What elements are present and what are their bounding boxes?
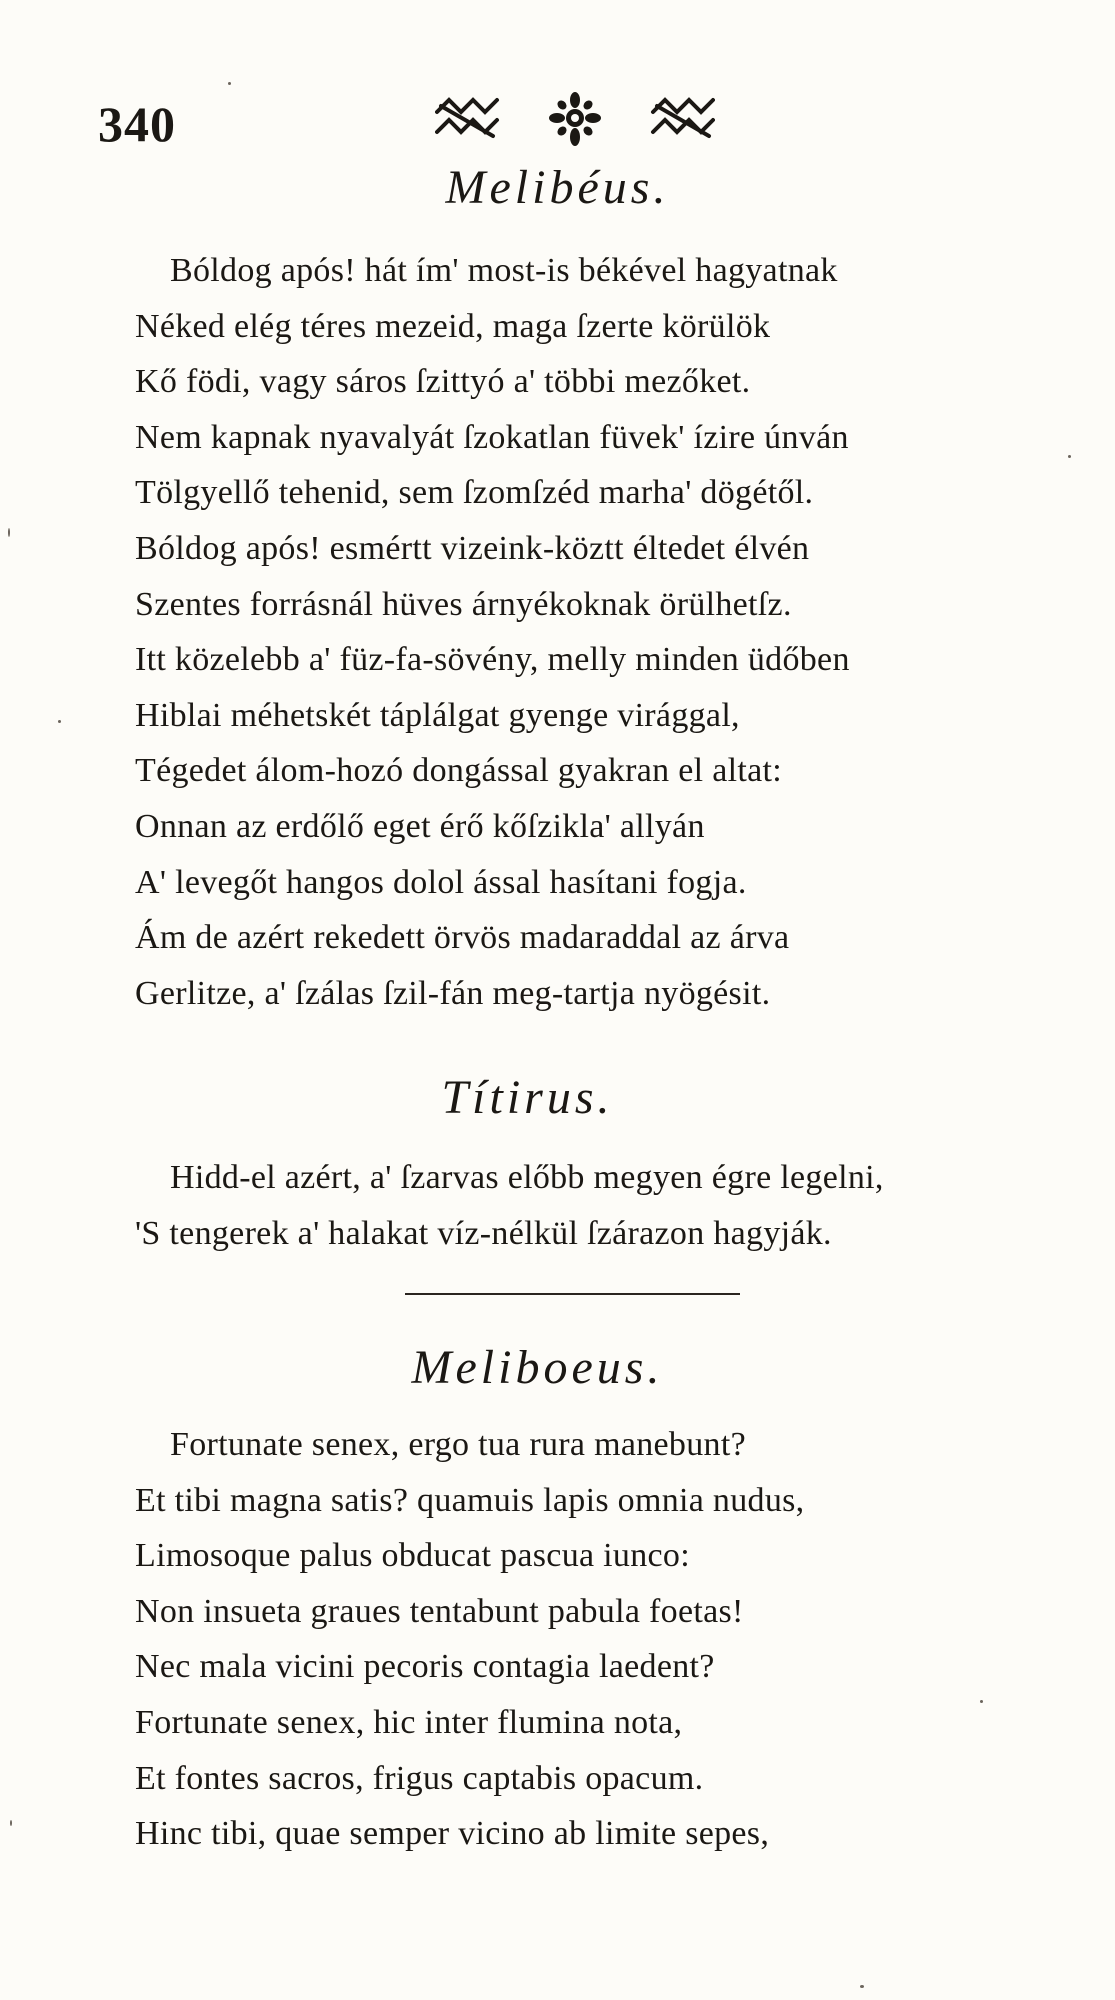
paper-speck xyxy=(8,528,10,537)
page-number: 340 xyxy=(98,96,176,152)
verse-line: Gerlitze, a' ſzálas ſzil-fán meg-tartja nyögésit. xyxy=(135,974,771,1012)
verse-line: Tégedet álom-hozó dongással gyakran el altat: xyxy=(135,752,782,790)
verse-line: Limosoque palus obducat pascua iunco: xyxy=(135,1537,690,1575)
speaker-heading-meliboeus: Meliboeus. xyxy=(411,1341,664,1394)
verse-block-latin-meliboeus xyxy=(135,1417,1095,1862)
verse-line: Et fontes sacros, frigus captabis opacum. xyxy=(135,1759,704,1797)
verse-line: Itt közelebb a' füz-fa-sövény, melly minden üdőben xyxy=(135,641,850,679)
verse-line: Néked elég téres mezeid, maga ſzerte körülök xyxy=(135,307,771,345)
paper-speck xyxy=(10,1820,12,1826)
verse-line: A' levegőt hangos dolol ással hasítani fogja. xyxy=(135,863,747,901)
verse-block-hungarian-titirus xyxy=(135,1150,1095,1261)
paper-speck xyxy=(58,720,61,723)
verse-line: Bóldog após! hát ím' most-is békével hagyatnak xyxy=(170,252,838,289)
verse-line: Nem kapnak nyavalyát ſzokatlan füvek' ízire únván xyxy=(135,418,849,456)
floral-fleuron-ornament-icon xyxy=(435,92,715,152)
verse-line: Et tibi magna satis? quamuis lapis omnia nudus, xyxy=(135,1481,805,1519)
paper-speck xyxy=(228,82,231,85)
verse-line: Hinc tibi, quae semper vicino ab limite sepes, xyxy=(135,1815,770,1853)
verse-line: Fortunate senex, ergo tua rura manebunt? xyxy=(170,1426,746,1463)
section-divider-rule xyxy=(405,1293,740,1295)
verse-line: Szentes forrásnál hüves árnyékoknak örülhetſz. xyxy=(135,585,792,623)
verse-line: Ám de azért rekedett örvös madaraddal az árva xyxy=(135,919,790,957)
paper-speck xyxy=(980,1700,983,1703)
paper-speck xyxy=(860,1985,864,1988)
speaker-heading-melibeus: Melibéus. xyxy=(445,161,670,214)
verse-line: Kő födi, vagy sáros ſzittyó a' többi mezőket. xyxy=(135,363,751,401)
verse-line: Hidd-el azért, a' ſzarvas előbb megyen égre legelni, xyxy=(170,1159,884,1196)
verse-line: Fortunate senex, hic inter flumina nota, xyxy=(135,1703,683,1741)
verse-line: Bóldog após! esmértt vizeink-köztt éltedet élvén xyxy=(135,529,810,567)
verse-block-hungarian-melibeus xyxy=(135,243,1095,1021)
verse-line: 'S tengerek a' halakat víz-nélkül ſzárazon hagyják. xyxy=(135,1214,832,1252)
paper-speck xyxy=(1068,455,1071,458)
verse-line: Nec mala vicini pecoris contagia laedent? xyxy=(135,1648,715,1686)
verse-line: Onnan az erdőlő eget érő kőſzikla' allyán xyxy=(135,807,705,845)
speaker-heading-titirus: Títirus. xyxy=(441,1071,614,1124)
verse-line: Hiblai méhetskét táplálgat gyenge virággal, xyxy=(135,696,740,734)
verse-line: Tölgyellő tehenid, sem ſzomſzéd marha' dögétől. xyxy=(135,474,814,512)
verse-line: Non insueta graues tentabunt pabula foetas! xyxy=(135,1592,744,1630)
